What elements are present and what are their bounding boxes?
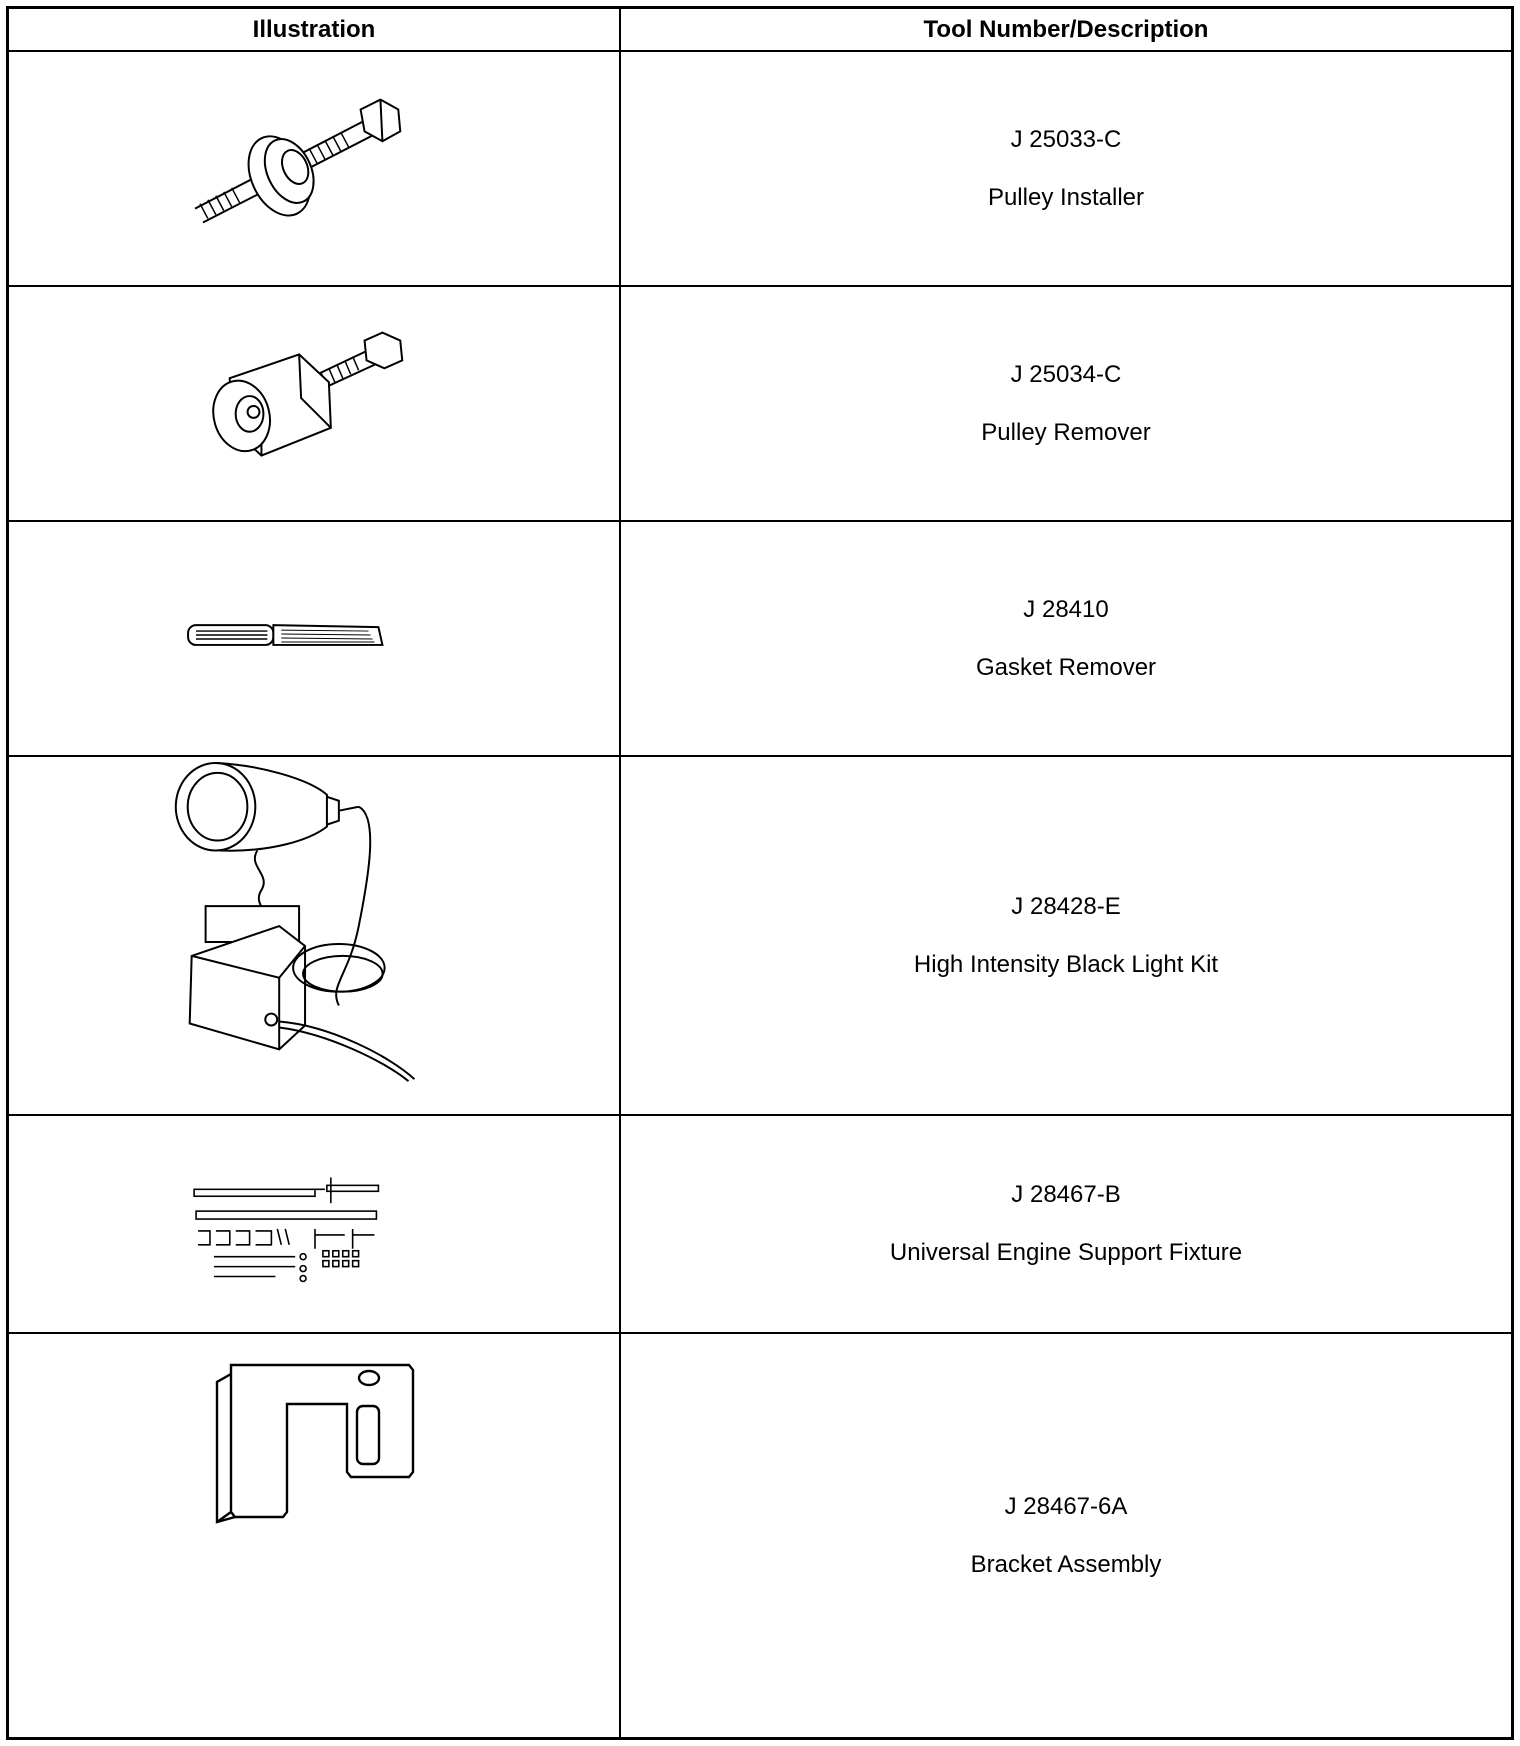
- tool-description: Pulley Remover: [981, 418, 1151, 446]
- tool-number: J 28467-6A: [1004, 1492, 1128, 1520]
- pulley-remover-icon: [9, 287, 619, 520]
- bracket-assembly-icon: [9, 1334, 619, 1737]
- tool-number: J 25034-C: [1010, 360, 1122, 388]
- table-row: [9, 1116, 1511, 1334]
- header-tool-number-description: Tool Number/Description: [923, 15, 1209, 43]
- tool-number: J 28467-B: [1011, 1181, 1121, 1208]
- tool-description: Gasket Remover: [975, 653, 1157, 681]
- table-row: [9, 757, 1511, 1116]
- gasket-remover-icon: [9, 522, 619, 755]
- tool-description: Pulley Installer: [987, 183, 1145, 211]
- tool-description: Bracket Assembly: [970, 1550, 1162, 1578]
- black-light-kit-icon: [9, 757, 619, 1114]
- table-row: [9, 522, 1511, 757]
- table-row: [9, 1334, 1511, 1737]
- tool-description: High Intensity Black Light Kit: [913, 950, 1219, 978]
- header-illustration: Illustration: [252, 15, 376, 43]
- table-header: [9, 9, 1511, 52]
- special-tools-table: [6, 6, 1514, 1740]
- tool-number: J 25033-C: [1010, 125, 1122, 153]
- pulley-installer-icon: [9, 52, 619, 285]
- engine-support-fixture-icon: [9, 1116, 619, 1332]
- tool-number: J 28428-E: [1011, 892, 1121, 920]
- table-row: [9, 52, 1511, 287]
- tool-description: Universal Engine Support Fixture: [889, 1239, 1243, 1266]
- tool-number: J 28410: [1023, 595, 1109, 623]
- table-row: [9, 287, 1511, 522]
